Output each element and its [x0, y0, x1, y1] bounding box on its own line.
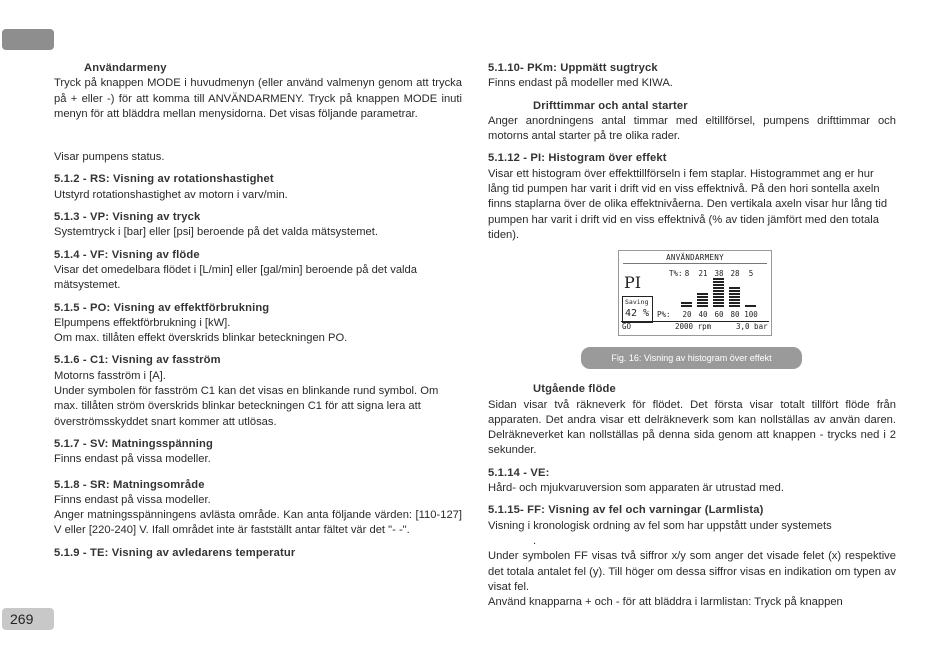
display-t-value-5: 5	[748, 269, 754, 278]
heading-5-1-8: 5.1.8 - SR: Matningsområde	[54, 478, 205, 491]
paragraph-5-1-10: Finns endast på modeller med KIWA.	[488, 77, 673, 90]
display-pressure: 3,0 bar	[736, 322, 768, 331]
paragraph-5-1-15-dot: .	[533, 534, 537, 547]
heading-5-1-3: 5.1.3 - VP: Visning av tryck	[54, 211, 201, 224]
paragraph-5-1-15c: Använd knapparna + och - för att bläddra i larmlistan: Tryck på knappen	[488, 596, 843, 609]
left-column	[54, 61, 462, 561]
paragraph-status: Visar pumpens status.	[54, 151, 165, 164]
paragraph-5-1-5a: Elpumpens effektförbrukning i [kW].	[54, 316, 231, 329]
heading-5-1-15: 5.1.15- FF: Visning av fel och varningar (Larmlista)	[488, 504, 764, 517]
heading-5-1-12: 5.1.12 - PI: Histogram över effekt	[488, 152, 667, 165]
display-p-value-3: 60	[714, 310, 724, 319]
histogram-bar-5	[745, 305, 756, 308]
display-t-value-4: 28	[730, 269, 740, 278]
paragraph-5-1-14: Hård- och mjukvaruversion som apparaten är utrustad med.	[488, 482, 784, 495]
lcd-display-figure	[618, 250, 772, 336]
page-number: 269	[2, 608, 54, 630]
display-rpm: 2000 rpm	[675, 322, 712, 331]
display-p-value-4: 80	[730, 310, 740, 319]
paragraph-outgoing-flow: Sidan visar två räkneverk för flödet. Det första visar totalt tillfört flöde från apparaten. Det andra visar ett delräkneverk som kan nollställas av använ daren. Delräkneverket kan nollställas på denna sida genom att knappen - trycks ned i 2 sekunder.	[488, 398, 896, 457]
heading-operating-hours: Drifttimmar och antal starter	[533, 99, 688, 112]
display-saving-label: Saving	[625, 298, 649, 306]
paragraph-5-1-6a: Motorns fasström i [A].	[54, 369, 166, 382]
display-title-divider	[623, 263, 767, 264]
display-go-label: GO	[622, 322, 632, 331]
display-p-value-2: 40	[698, 310, 708, 319]
heading-5-1-4: 5.1.4 - VF: Visning av flöde	[54, 248, 200, 261]
paragraph-5-1-8b: Anger matningsspänningens avlästa område. Kan anta följande värden: [110-127] V eller [220-240] V. Ifall området inte är fastställt antar fältet vär det "- -".	[54, 509, 462, 537]
histogram-bar-2	[697, 293, 708, 308]
heading-5-1-6: 5.1.6 - C1: Visning av fasström	[54, 354, 221, 367]
heading-5-1-14: 5.1.14 - VE:	[488, 466, 550, 479]
display-saving-box	[622, 296, 653, 323]
paragraph-operating-hours: Anger anordningens antal timmar med eltillförsel, pumpens drifttimmar och motorns antal starter på tre olika rader.	[488, 114, 896, 143]
heading-5-1-2: 5.1.2 - RS: Visning av rotationshastighet	[54, 173, 274, 186]
display-t-value-1: 8	[684, 269, 690, 278]
paragraph-5-1-7: Finns endast på vissa modeller.	[54, 453, 211, 466]
figure-caption: Fig. 16: Visning av histogram över effekt	[581, 347, 802, 369]
heading-5-1-7: 5.1.7 - SV: Matningsspänning	[54, 437, 213, 450]
paragraph-5-1-12: Visar ett histogram över effekttillförseln i fem staplar. Histogrammet ang er hur lång tid pumpen har varit i drift vid en viss effektnivå. På den hori sontella axeln finns staplarna över de olika effektnivåerna. Den vertikala axeln visar hur lång tid pumpen har varit i drift vid en viss effektnivå (% av tiden jämfört med den totala tiden).	[488, 167, 888, 241]
heading-user-menu: Användarmeny	[84, 62, 167, 74]
paragraph-5-1-6b: Under symbolen för fasström C1 kan det visas en blinkande rund symbol. Om max. tillåten ström överskrids blinkar beteckningen C1 för att signa lera att överströmsskyddet snart kommer att utlösas.	[54, 385, 439, 428]
paragraph-user-menu: Tryck på knappen MODE i huvudmenyn (eller använd valmenyn genom att trycka på + eller -) för att komma till ANVÄNDARMENY. Tryck på knappen MODE inuti menyn för att bläddra mellan menysidorna. Det visas följande parametrar.	[54, 77, 462, 120]
paragraph-5-1-8a: Finns endast på vissa modeller.	[54, 493, 211, 506]
display-pi-label: PI	[624, 273, 642, 292]
display-p-value-1: 20	[682, 310, 692, 319]
display-saving-value: 42 %	[625, 308, 650, 319]
paragraph-5-1-15b: Under symbolen FF visas två siffror x/y som anger det visade felet (x) respektive det totala antalet fel (y). Till höger om dessa siffror visas en indikation om typen av visat fel.	[488, 550, 896, 593]
display-title: ANVÄNDARMENY	[666, 253, 724, 262]
paragraph-5-1-3: Systemtryck i [bar] eller [psi] beroende på det valda mätsystemet.	[54, 226, 378, 239]
display-t-value-3: 38	[714, 269, 724, 278]
histogram-bar-1	[681, 302, 692, 308]
chapter-tab	[2, 29, 54, 50]
histogram-bar-4	[729, 287, 740, 308]
heading-outgoing-flow: Utgående flöde	[533, 383, 616, 396]
display-p-label: P%:	[657, 310, 671, 319]
heading-5-1-10: 5.1.10- PKm: Uppmätt sugtryck	[488, 62, 658, 74]
heading-5-1-5: 5.1.5 - PO: Visning av effektförbrukning	[54, 301, 270, 314]
histogram-bar-3	[713, 278, 724, 308]
display-p-value-5: 100	[744, 310, 758, 319]
heading-5-1-9: 5.1.9 - TE: Visning av avledarens temperatur	[54, 546, 296, 559]
paragraph-5-1-5b: Om max. tillåten effekt överskrids blinkar beteckningen PO.	[54, 332, 348, 345]
display-t-value-2: 21	[698, 269, 708, 278]
paragraph-5-1-2: Utstyrd rotationshastighet av motorn i varv/min.	[54, 188, 288, 201]
display-t-label: T%:	[669, 269, 683, 278]
paragraph-5-1-15a: Visning i kronologisk ordning av fel som har uppstått under systemets	[488, 519, 832, 532]
paragraph-5-1-4: Visar det omedelbara flödet i [L/min] eller [gal/min] beroende på det valda mätsystemet.	[54, 263, 417, 292]
